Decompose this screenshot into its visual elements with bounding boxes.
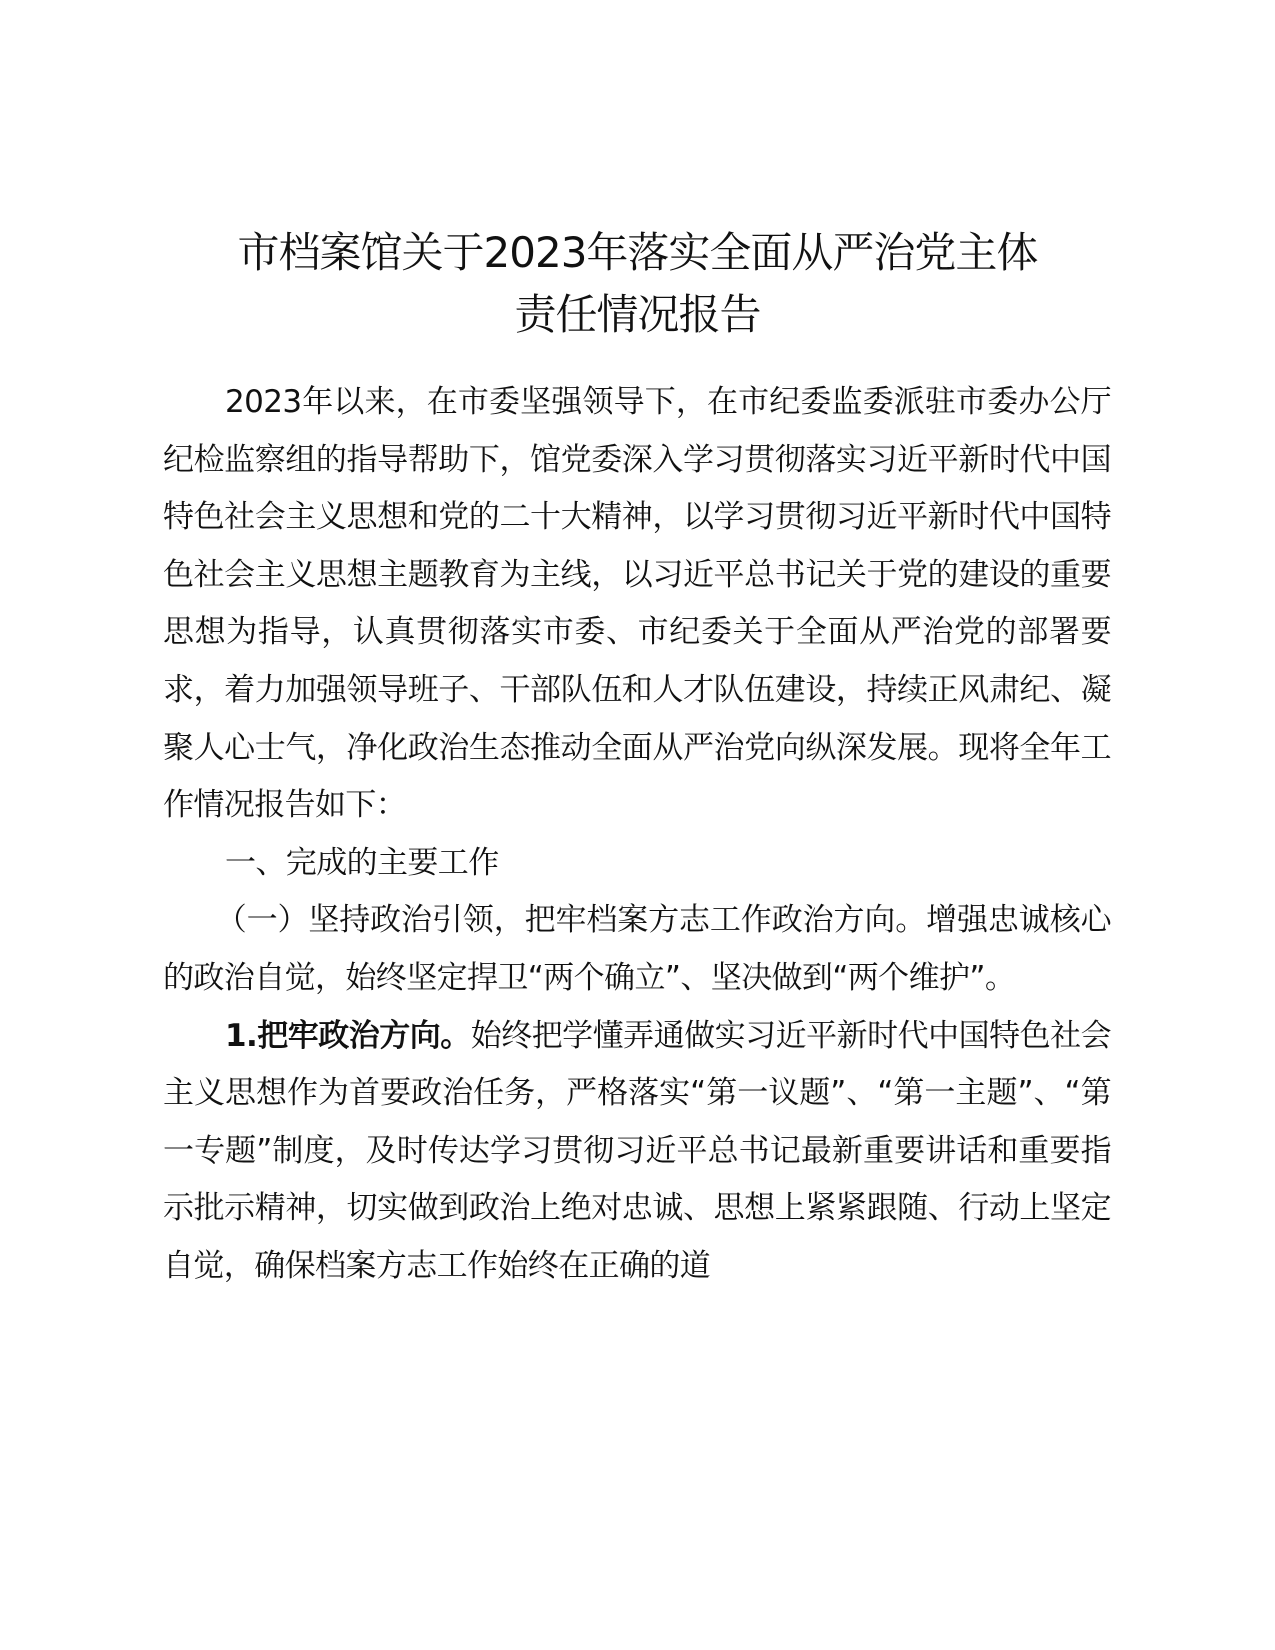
title-line-1: 市档案馆关于2023年落实全面从严治党主体 bbox=[237, 228, 1038, 277]
title-line-2: 责任情况报告 bbox=[514, 290, 761, 339]
item-1-body: 始终把学懂弄通做实习近平新时代中国特色社会主义思想作为首要政治任务，严格落实“第一议题”、“第一主题”、“第一专题”制度，及时传达学习贯彻习近平总书记最新重要讲话和重要指示批示精神，切实做到政治上绝对忠诚、思想上紧紧跟随、行动上坚定自觉，确保档案方志工作始终在正确的道 bbox=[163, 1017, 1111, 1284]
subsection-paragraph-1: （一）坚持政治引领，把牢档案方志工作政治方向。增强忠诚核心的政治自觉，始终坚定捍卫“两个确立”、坚决做到“两个维护”。 bbox=[163, 902, 1111, 996]
document-title bbox=[160, 222, 1115, 346]
item-1-lead: 1.把牢政治方向。 bbox=[225, 1017, 471, 1054]
intro-paragraph: 2023年以来，在市委坚强领导下，在市纪委监委派驻市委办公厅纪检监察组的指导帮助下，馆党委深入学习贯彻落实习近平新时代中国特色社会主义思想和党的二十大精神，以学习贯彻习近平新时代中国特色社会主义思想主题教育为主线，以习近平总书记关于党的建设的重要思想为指导，认真贯彻落实市委、市纪委关于全面从严治党的部署要求，着力加强领导班子、干部队伍和人才队伍建设，持续正风肃纪、凝聚人心士气，净化政治生态推动全面从严治党向纵深发展。现将全年工作情况报告如下： bbox=[163, 384, 1111, 824]
item-paragraph-1 bbox=[163, 1008, 1111, 1296]
section-heading-1: 一、完成的主要工作 bbox=[225, 844, 499, 881]
document-body bbox=[163, 374, 1111, 1296]
